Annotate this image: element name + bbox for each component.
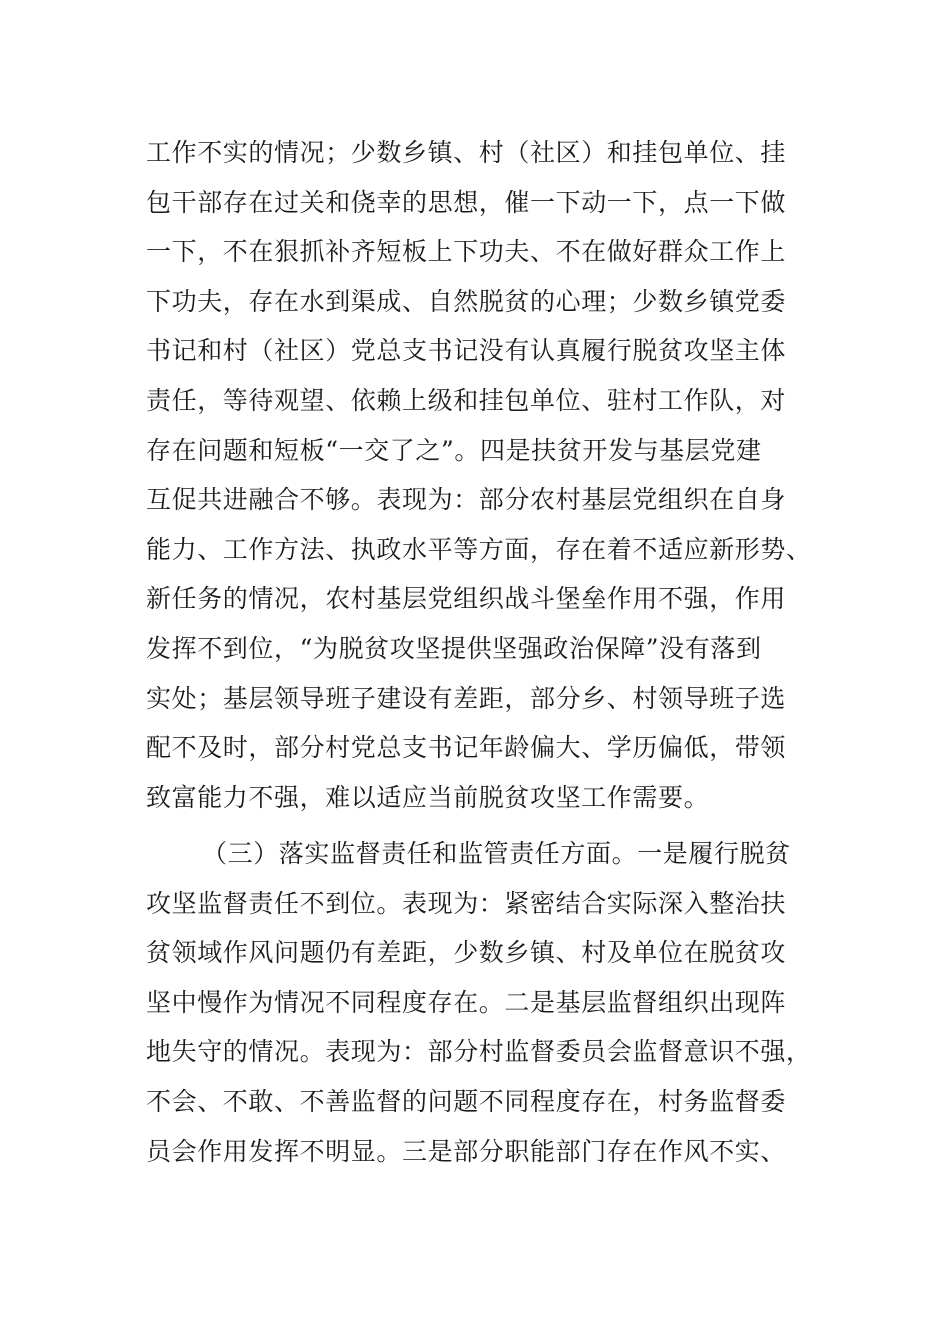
text-line: 不会、不敢、不善监督的问题不同程度存在，村务监督委 [146, 1086, 787, 1116]
paragraph-problems-continued [146, 128, 812, 822]
text-line: 发挥不到位，“为脱贫攻坚提供坚强政治保障”没有落到 [146, 633, 762, 663]
paragraph-section-three [146, 829, 812, 1176]
text-line: 包干部存在过关和侥幸的思想，催一下动一下，点一下做 [146, 187, 787, 217]
text-line: 能力、工作方法、执政水平等方面，存在着不适应新形势、 [146, 534, 812, 564]
text-line: 坚中慢作为情况不同程度存在。二是基层监督组织出现阵 [146, 987, 787, 1017]
text-line: 一下，不在狠抓补齐短板上下功夫、不在做好群众工作上 [146, 237, 787, 267]
text-line: 实处；基层领导班子建设有差距，部分乡、村领导班子选 [146, 683, 787, 713]
text-line: 工作不实的情况；少数乡镇、村（社区）和挂包单位、挂 [146, 138, 787, 167]
text-line: 新任务的情况，农村基层党组织战斗堡垒作用不强，作用 [146, 584, 787, 614]
text-line: 致富能力不强，难以适应当前脱贫攻坚工作需要。 [146, 782, 710, 812]
text-line: 下功夫，存在水到渠成、自然脱贫的心理；少数乡镇党委 [146, 286, 787, 316]
text-line: 互促共进融合不够。表现为：部分农村基层党组织在自身 [146, 485, 787, 515]
text-line: 存在问题和短板“一交了之”。四是扶贫开发与基层党建 [146, 435, 762, 465]
text-line: 攻坚监督责任不到位。表现为：紧密结合实际深入整治扶 [146, 888, 787, 918]
text-line: 员会作用发挥不明显。三是部分职能部门存在作风不实、 [146, 1136, 787, 1166]
text-line: 责任，等待观望、依赖上级和挂包单位、驻村工作队，对 [146, 385, 787, 415]
text-line: 配不及时，部分村党总支书记年龄偏大、学历偏低，带领 [146, 733, 787, 763]
section-heading-line: （三）落实监督责任和监管责任方面。一是履行脱贫 [202, 839, 791, 868]
text-line: 书记和村（社区）党总支书记没有认真履行脱贫攻坚主体 [146, 336, 787, 366]
text-line: 地失守的情况。表现为：部分村监督委员会监督意识不强， [146, 1037, 812, 1067]
text-line: 贫领域作风问题仍有差距，少数乡镇、村及单位在脱贫攻 [146, 938, 787, 968]
